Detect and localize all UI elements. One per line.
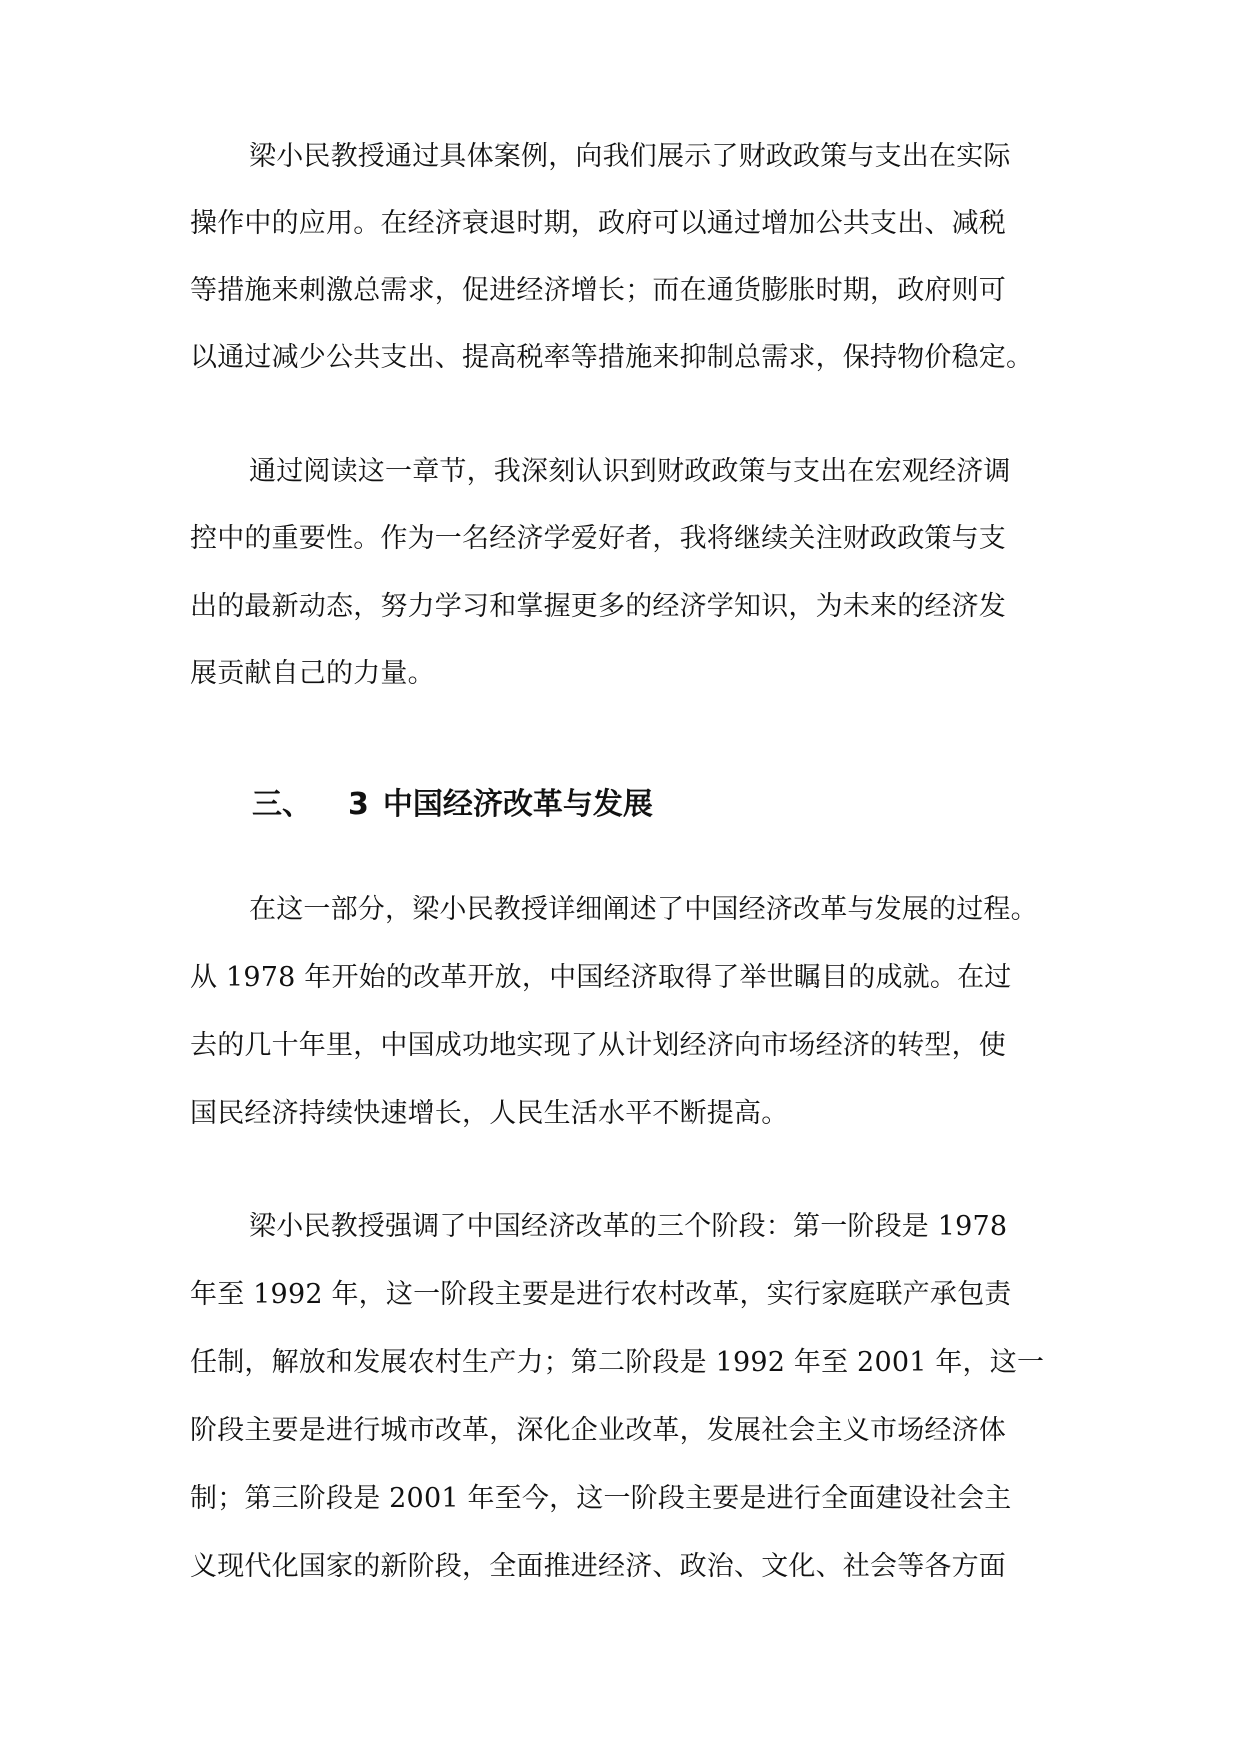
paragraph-line: 梁小民教授强调了中国经济改革的三个阶段：第一阶段是 1978 (249, 1211, 1008, 1242)
section-heading (252, 783, 653, 827)
paragraph-line: 任制，解放和发展农村生产力；第二阶段是 1992 年至 2001 年，这一 (190, 1347, 1045, 1378)
paragraph-line: 梁小民教授通过具体案例，向我们展示了财政政策与支出在实际 (249, 141, 1011, 172)
paragraph-line: 义现代化国家的新阶段，全面推进经济、政治、文化、社会等各方面 (190, 1551, 1006, 1582)
section-heading-title: 中国经济改革与发展 (382, 787, 653, 822)
paragraph-line: 展贡献自己的力量。 (190, 658, 435, 689)
paragraph-line: 以通过减少公共支出、提高税率等措施来抑制总需求，保持物价稳定。 (190, 342, 1034, 373)
paragraph-line: 制；第三阶段是 2001 年至今，这一阶段主要是进行全面建设社会主 (190, 1483, 1012, 1514)
paragraph-line: 操作中的应用。在经济衰退时期，政府可以通过增加公共支出、减税 (190, 208, 1006, 239)
paragraph-line: 出的最新动态，努力学习和掌握更多的经济学知识，为未来的经济发 (190, 591, 1006, 622)
paragraph-line: 国民经济持续快速增长，人民生活水平不断提高。 (190, 1098, 789, 1129)
paragraph-line: 从 1978 年开始的改革开放，中国经济取得了举世瞩目的成就。在过 (190, 962, 1012, 993)
paragraph-line: 控中的重要性。作为一名经济学爱好者，我将继续关注财政政策与支 (190, 523, 1006, 554)
paragraph-line: 等措施来刺激总需求，促进经济增长；而在通货膨胀时期，政府则可 (190, 275, 1006, 306)
section-heading-prefix: 三、 (252, 787, 312, 822)
section-heading-number: 3 (348, 787, 369, 822)
paragraph-line: 阶段主要是进行城市改革，深化企业改革，发展社会主义市场经济体 (190, 1415, 1006, 1446)
paragraph-line: 去的几十年里，中国成功地实现了从计划经济向市场经济的转型，使 (190, 1030, 1006, 1061)
paragraph-line: 年至 1992 年，这一阶段主要是进行农村改革，实行家庭联产承包责 (190, 1279, 1012, 1310)
paragraph-line: 通过阅读这一章节，我深刻认识到财政政策与支出在宏观经济调 (249, 456, 1011, 487)
paragraph-line: 在这一部分，梁小民教授详细阐述了中国经济改革与发展的过程。 (249, 894, 1038, 925)
